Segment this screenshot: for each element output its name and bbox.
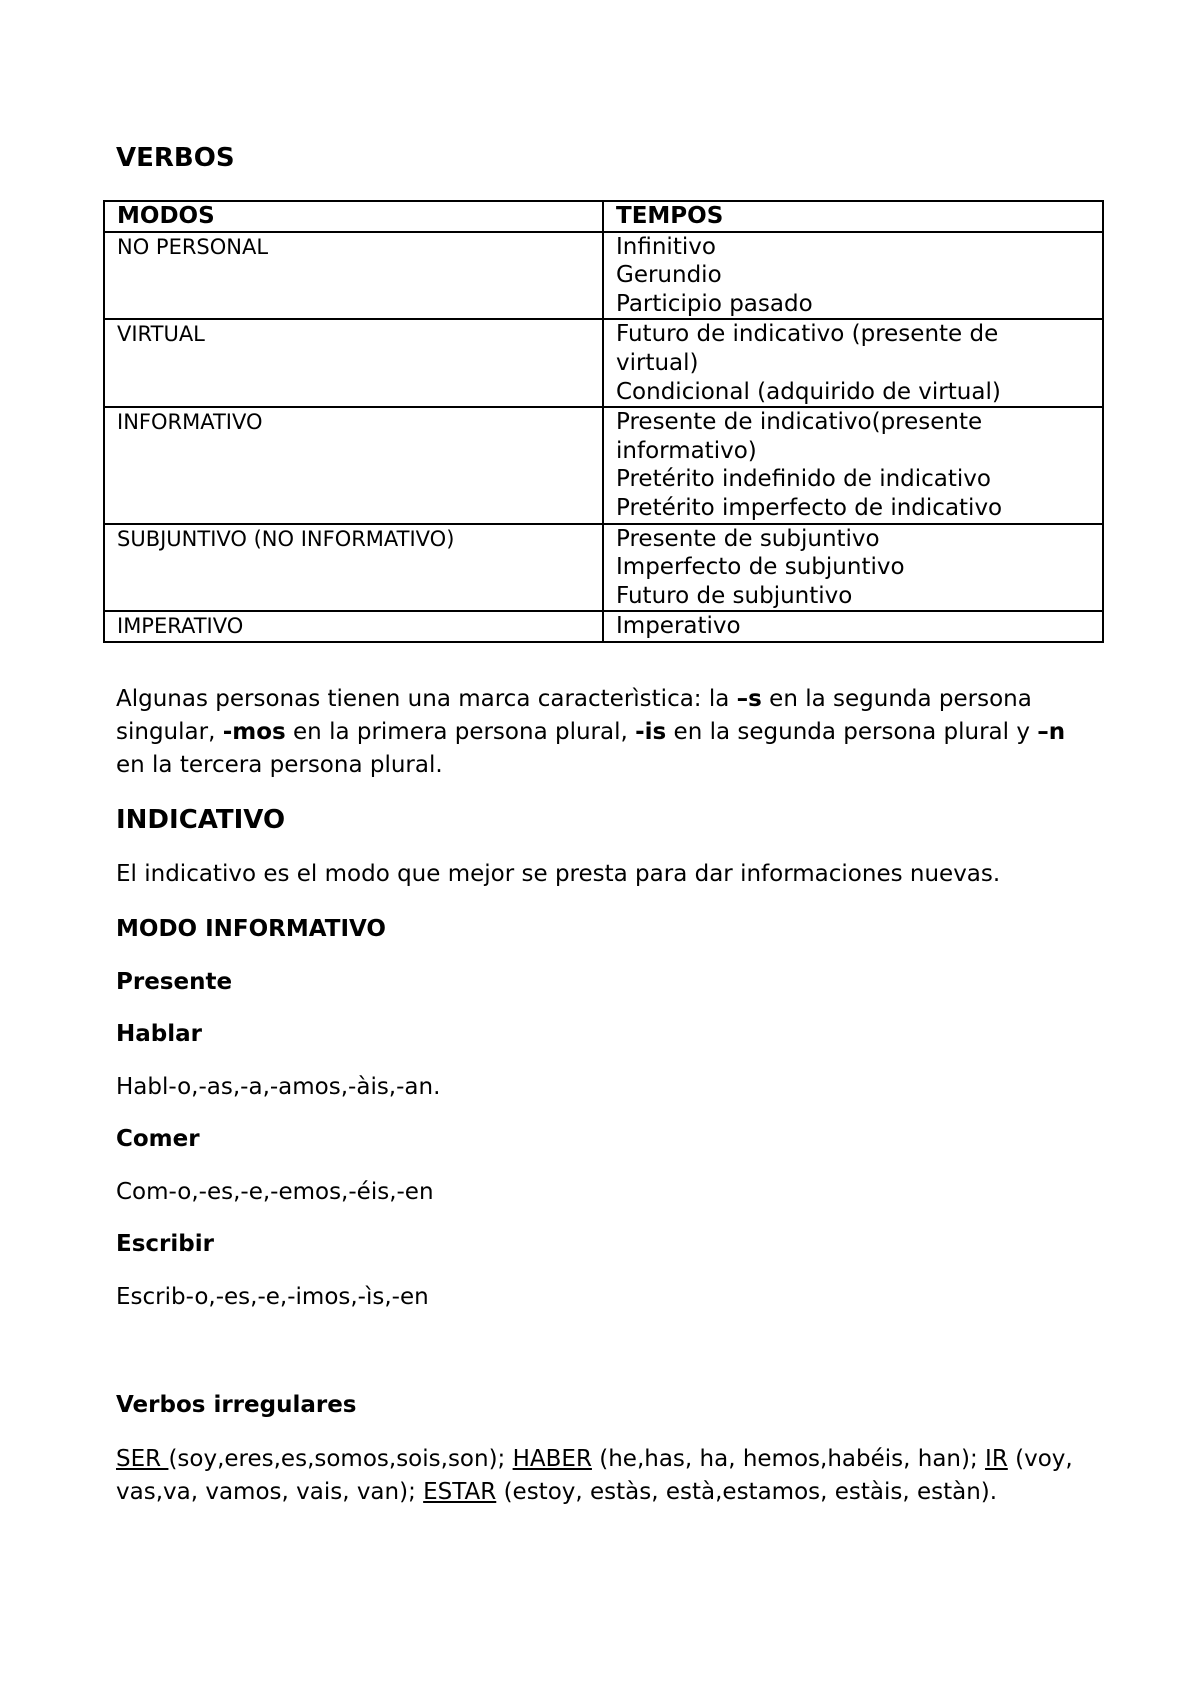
- tempo-item: Futuro de indicativo (presente de: [616, 321, 999, 348]
- tempo-item: Pretérito indefinido de indicativo: [616, 466, 991, 493]
- marca-paragraph: [116, 683, 1096, 782]
- marca-suffix: –s: [736, 686, 762, 712]
- marca-suffix: -is: [635, 719, 667, 745]
- marca-text: Algunas personas tienen una marca caracterìstica: la: [116, 686, 737, 712]
- header-modos: MODOS: [104, 201, 603, 232]
- verb-forms: (soy,eres,es,somos,sois,son);: [168, 1446, 513, 1472]
- tempo-item: Futuro de subjuntivo: [616, 582, 853, 609]
- modo-cell: NO PERSONAL: [104, 232, 603, 320]
- modo-cell: SUBJUNTIVO (NO INFORMATIVO): [104, 524, 603, 612]
- marca-text: en la segunda persona plural y: [666, 719, 1038, 745]
- header-tempos: TEMPOS: [603, 201, 1103, 232]
- tempo-item: virtual): [616, 349, 699, 376]
- verb-forms: (voy, vas,va, vamos, vais, van);: [116, 1446, 1073, 1505]
- tempo-item: Imperfecto de subjuntivo: [616, 554, 905, 581]
- tempo-item: Pretérito imperfecto de indicativo: [616, 494, 1003, 521]
- tempo-item: Presente de subjuntivo: [616, 525, 880, 552]
- escribir-heading: Escribir: [116, 1231, 214, 1257]
- tempos-cell: [603, 319, 1103, 407]
- marca-suffix: –n: [1037, 719, 1066, 745]
- tempos-cell: [603, 407, 1103, 523]
- escribir-forms: Escrib-o,-es,-e,-imos,-ìs,-en: [116, 1284, 429, 1310]
- modos-tempos-table: [103, 200, 1104, 643]
- tempo-item: informativo): [616, 437, 757, 464]
- marca-text: en la primera persona plural,: [285, 719, 636, 745]
- tempos-cell: [603, 232, 1103, 320]
- tempo-item: Presente de indicativo(presente: [616, 409, 983, 436]
- irregulares-paragraph: [116, 1443, 1096, 1509]
- tempo-item: Infinitivo: [616, 233, 716, 260]
- tempos-cell: [603, 611, 1103, 642]
- modo-cell: IMPERATIVO: [104, 611, 603, 642]
- table-row: [104, 232, 1103, 320]
- indicativo-heading: INDICATIVO: [116, 805, 286, 835]
- document-title: VERBOS: [116, 143, 235, 173]
- table-row: [104, 407, 1103, 523]
- verb-ir: IR: [985, 1446, 1008, 1472]
- hablar-heading: Hablar: [116, 1021, 202, 1047]
- table-row: [104, 524, 1103, 612]
- table-row: [104, 611, 1103, 642]
- modo-informativo-heading: MODO INFORMATIVO: [116, 916, 386, 942]
- verb-ser: SER: [116, 1446, 169, 1472]
- tempo-item: Imperativo: [616, 613, 741, 640]
- marca-suffix: -mos: [222, 719, 286, 745]
- tempos-cell: [603, 524, 1103, 612]
- verb-forms: (he,has, ha, hemos,habéis, han);: [591, 1446, 986, 1472]
- tempo-item: Gerundio: [616, 262, 722, 289]
- tempo-item: Participio pasado: [616, 290, 813, 317]
- hablar-forms: Habl-o,-as,-a,-amos,-àis,-an.: [116, 1074, 441, 1100]
- presente-heading: Presente: [116, 969, 233, 995]
- tempo-item: Condicional (adquirido de virtual): [616, 378, 1001, 405]
- irregulares-heading: Verbos irregulares: [116, 1392, 357, 1418]
- table-row: [104, 319, 1103, 407]
- marca-text: en la segunda persona singular,: [116, 686, 1032, 745]
- comer-forms: Com-o,-es,-e,-emos,-éis,-en: [116, 1179, 434, 1205]
- indicativo-description: El indicativo es el modo que mejor se presta para dar informaciones nuevas.: [116, 861, 1001, 887]
- verb-haber: HABER: [512, 1446, 592, 1472]
- verb-forms: (estoy, estàs, està,estamos, estàis, estàn).: [496, 1479, 998, 1505]
- modo-cell: VIRTUAL: [104, 319, 603, 407]
- marca-text: en la tercera persona plural.: [116, 752, 443, 778]
- modo-cell: INFORMATIVO: [104, 407, 603, 523]
- table-header-row: [104, 201, 1103, 232]
- verb-estar: ESTAR: [423, 1479, 497, 1505]
- comer-heading: Comer: [116, 1126, 200, 1152]
